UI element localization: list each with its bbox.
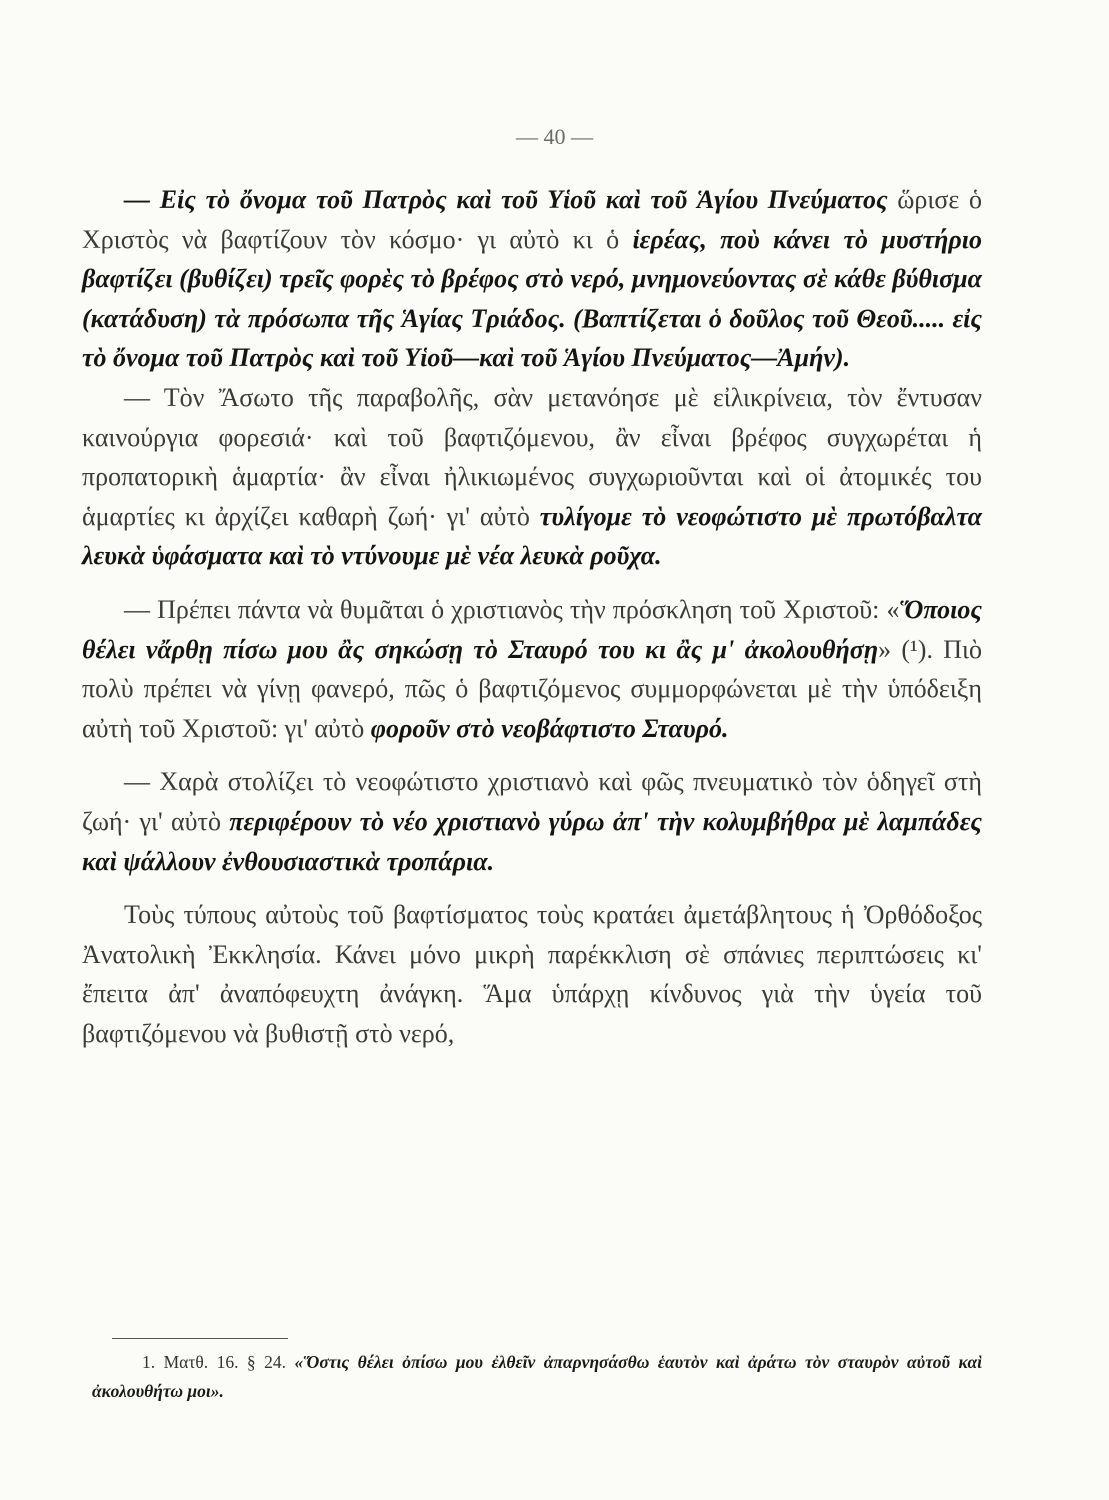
text-segment: » (¹). Πιὸ πολὺ πρέπει νὰ γίνῃ φανερό, πῶς ὁ βαφτιζόμενος συμμορφώνεται μὲ τὴν ὑπόδειξη αὐτὴ τοῦ Χριστοῦ: γι' αὐτὸ — [82, 634, 982, 743]
paragraph-5 — [82, 895, 982, 1053]
text-segment: — Χαρὰ στολίζει τὸ νεοφώτιστο χριστιανὸ καὶ φῶς πνευματικὸ τὸν ὁδηγεῖ στὴ ζωή· γι' αὐτὸ — [82, 767, 982, 836]
footnote-quote: «Ὅστις θέλει ὀπίσω μου ἐλθεῖν ἀπαρνησάσθω ἑαυτὸν καὶ ἀράτω τὸν σταυρὸν αὐτοῦ καὶ ἀκολουθήτω μοι». — [92, 1352, 982, 1401]
text-segment: τυλίγομε τὸ νεοφώτιστο μὲ πρωτόβαλτα λευκὰ ὑφάσματα καὶ τὸ ντύνουμε μὲ νέα λευκὰ ροῦχα. — [82, 501, 983, 571]
body-text — [82, 180, 982, 1053]
footnotes — [92, 1348, 982, 1406]
text-segment: φοροῦν στὸ νεοβάφτιστο Σταυρό. — [370, 713, 729, 743]
text-segment: Τοὺς τύπους αὐτοὺς τοῦ βαφτίσματος τοὺς κρατάει ἀμετάβλητους ἡ Ὀρθόδοξος Ἀνατολικὴ Ἐκκλησία. Κάνει μόνο μικρὴ παρέκκλιση σὲ σπάνιες περιπτώσεις κι' ἔπειτα ἀπ' ἀναπόφευχτη ἀνάγκη. Ἅμα ὑπάρχῃ κίνδυνος γιὰ τὴν ὑγεία τοῦ βαφτιζόμενου νὰ βυθιστῇ στὸ νερό, — [82, 900, 982, 1048]
footnote-1 — [92, 1348, 982, 1406]
text-segment: — Εἰς τὸ ὄνομα τοῦ Πατρὸς καὶ τοῦ Υἱοῦ καὶ τοῦ Ἁγίου Πνεύματος — [124, 185, 888, 214]
text-segment: περιφέρουν τὸ νέο χριστιανὸ γύρω ἀπ' τὴν κολυμβήθρα μὲ λαμπάδες καὶ ψάλλουν ἐνθουσιαστικὰ τροπάρια. — [82, 806, 982, 876]
footnote-ref: 1. Ματθ. 16. § 24. — [142, 1352, 287, 1372]
text-segment: Ὅποιος θέλει νἄρθῃ πίσω μου ἂς σηκώσῃ τὸ Σταυρό του κι ἂς μ' ἀκολουθήσῃ — [82, 594, 982, 664]
paragraph-3 — [82, 590, 982, 748]
paragraph-2 — [82, 378, 982, 576]
paragraph-4 — [82, 762, 982, 881]
paragraph-1 — [82, 180, 982, 378]
page-number: — 40 — — [516, 124, 593, 149]
text-segment: — Τὸν Ἄσωτο τῆς παραβολῆς, σὰν μετανόησε μὲ εἰλικρίνεια, τὸν ἔντυσαν καινούργια φορεσιά· καὶ τοῦ βαφτιζόμενου, ἂν εἶναι βρέφος συγχωρέται ἡ προπατορικὴ ἁμαρτία· ἂν εἶναι ἠλικιωμένος συγχωριοῦνται καὶ οἱ ἀτομικές του ἁμαρτίες κι ἀρχίζει καθαρὴ ζωή· γι' αὐτὸ — [82, 382, 982, 531]
text-segment: ὥρισε ὁ Χριστὸς νὰ βαφτίζουν τὸν κόσμο· γι αὐτὸ κι ὁ — [82, 185, 982, 254]
text-segment: — Πρέπει πάντα νὰ θυμᾶται ὁ χριστιανὸς τὴν πρόσκληση τοῦ Χριστοῦ: « — [124, 594, 900, 624]
text-segment: ἱερέας, ποὺ κάνει τὸ μυστήριο βαφτίζει (βυθίζει) τρεῖς φορὲς τὸ βρέφος στὸ νερό, μνημονεύοντας σὲ κάθε βύθισμα (κατάδυση) τὰ πρόσωπα τῆς Ἁγίας Τριάδος. (Βαπτίζεται ὁ δοῦλος τοῦ Θεοῦ..... εἰς τὸ ὄνομα τοῦ Πατρὸς καὶ τοῦ Υἱοῦ—καὶ τοῦ Ἁγίου Πνεύματος—Ἀμήν). — [82, 224, 982, 373]
footnote-divider — [112, 1338, 288, 1339]
